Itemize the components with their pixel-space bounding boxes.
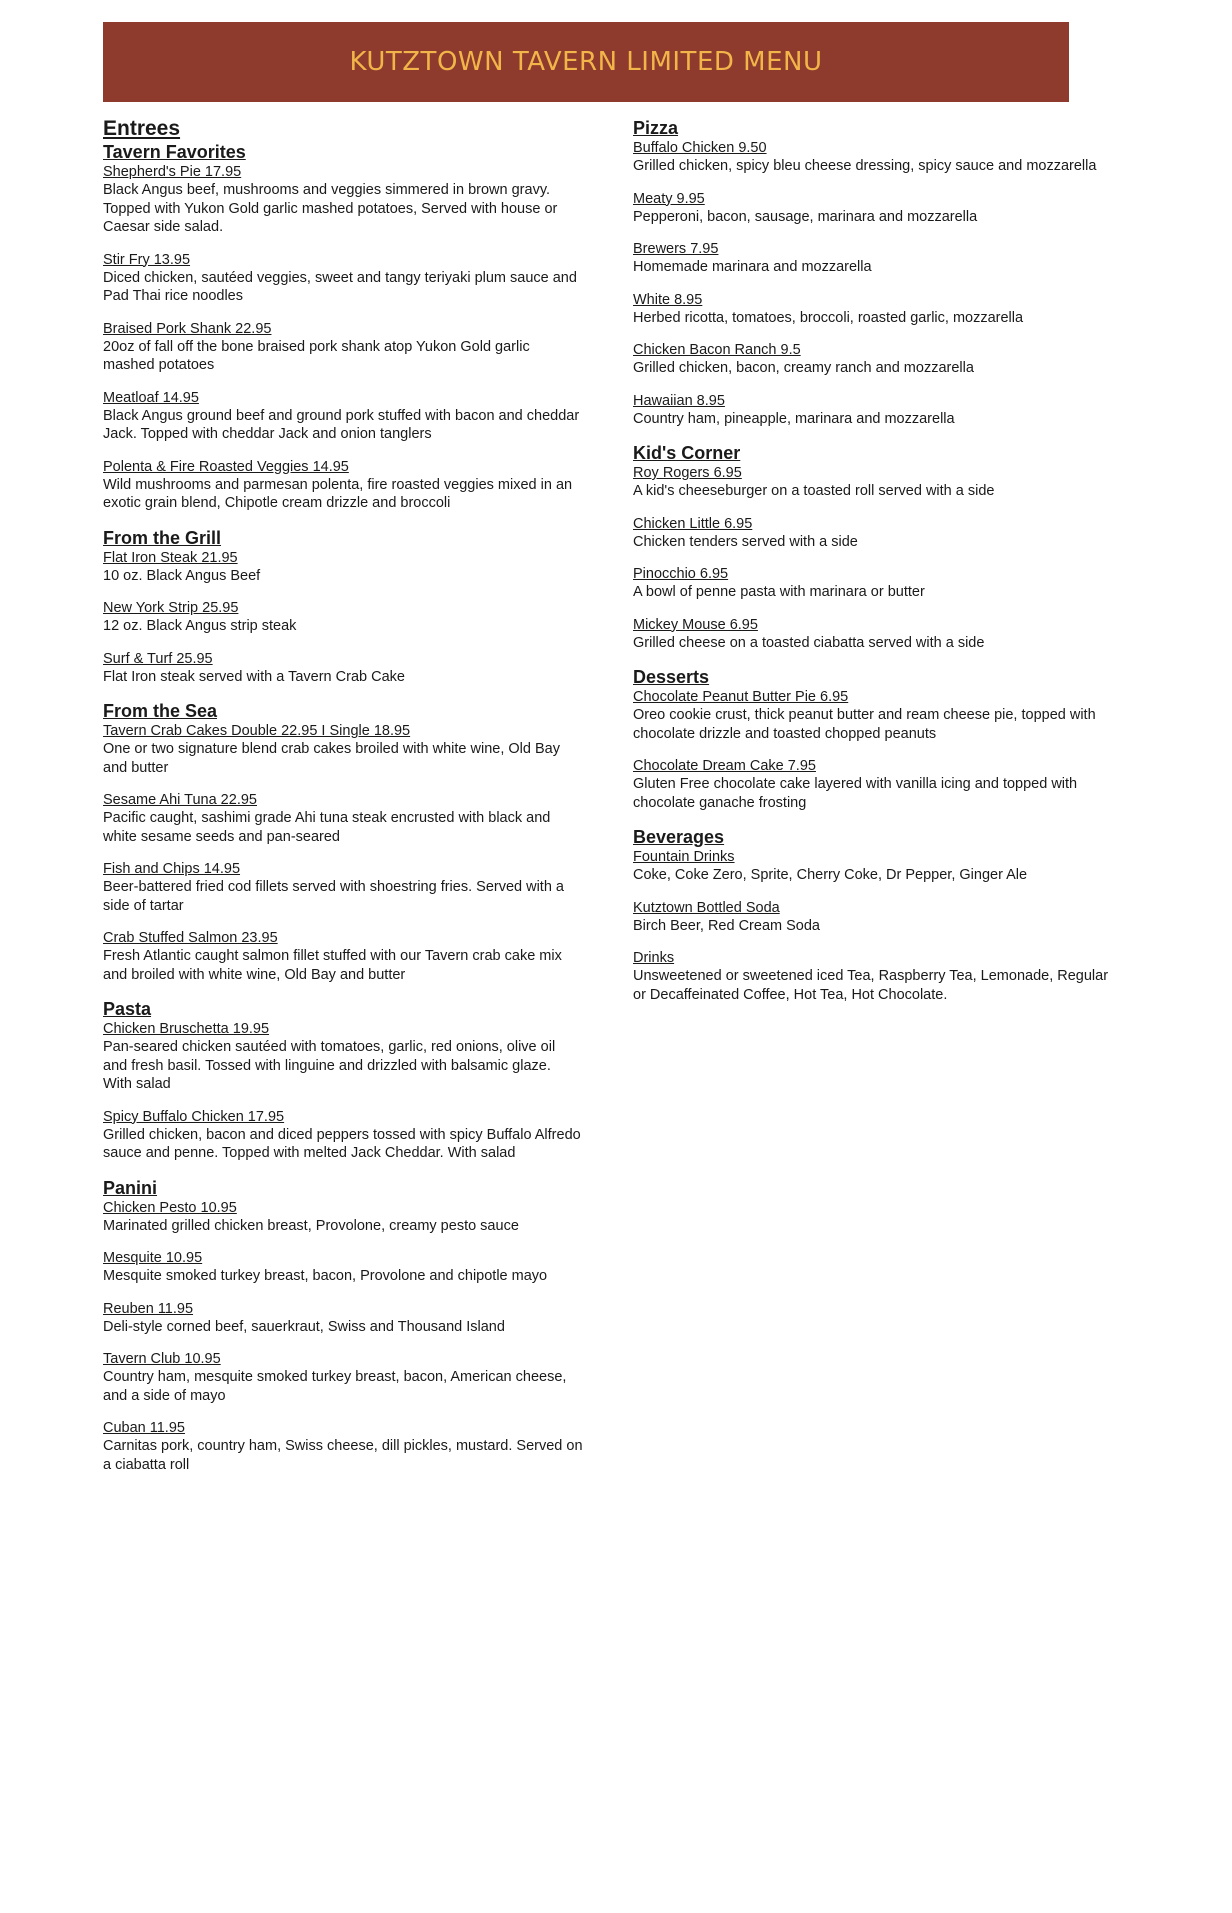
menu-item-description: Marinated grilled chicken breast, Provolone, creamy pesto sauce [103,1217,519,1234]
menu-title: KUTZTOWN TAVERN LIMITED MENU [349,47,823,77]
item-list [633,464,1113,652]
menu-item-name: Tavern Crab Cakes Double 22.95 I Single 18.95 [103,723,411,739]
menu-item-name: Chicken Bruschetta 19.95 [103,1021,270,1037]
menu-item-description: Diced chicken, sautéed veggies, sweet and tangy teriyaki plum sauce and Pad Thai rice noodles [103,269,577,304]
menu-item [633,565,1113,602]
menu-item-name: Sesame Ahi Tuna 22.95 [103,792,257,808]
menu-item-description: Carnitas pork, country ham, Swiss cheese, dill pickles, mustard. Served on a ciabatta roll [103,1438,583,1473]
entrees-heading: Entrees [103,117,181,140]
item-list [103,1199,583,1475]
menu-item-name: White 8.95 [633,291,703,308]
menu-item-name: Cuban 11.95 [103,1420,185,1436]
menu-item-description: A kid's cheeseburger on a toasted roll served with a side [633,483,995,499]
menu-item-name: Buffalo Chicken 9.50 [633,140,767,156]
menu-item [633,616,1113,653]
menu-item-name: Flat Iron Steak 21.95 [103,549,238,566]
menu-item-description: 12 oz. Black Angus strip steak [103,618,297,634]
menu-item [633,515,1113,552]
menu-item-name: Surf & Turf 25.95 [103,650,213,667]
menu-item-name: Brewers 7.95 [633,241,719,257]
menu-item-description: Gluten Free chocolate cake layered with vanilla icing and topped with chocolate ganache frosting [633,776,1078,811]
menu-item-description: Black Angus beef, mushrooms and veggies simmered in brown gravy. Topped with Yukon Gold garlic mashed potatoes, Served with house or Caesar side salad. [103,182,558,235]
menu-item [103,1350,583,1405]
menu-item-name: Chicken Bacon Ranch 9.5 [633,342,801,358]
item-list [633,848,1113,1004]
menu-item-name: Reuben 11.95 [103,1300,194,1317]
menu-item [103,860,583,915]
from-the-grill-section [103,527,583,687]
menu-item-description: Pepperoni, bacon, sausage, marinara and mozzarella [633,208,978,225]
menu-item-description: Oreo cookie crust, thick peanut butter and ream cheese pie, topped with chocolate drizzle and toasted chopped peanuts [633,707,1096,742]
menu-item-description: Beer-battered fried cod fillets served with shoestring fries. Served with a side of tartar [103,879,564,914]
menu-item-name: Meatloaf 14.95 [103,389,199,406]
menu-item [633,757,1113,812]
menu-item [633,392,1113,429]
menu-item-name: Crab Stuffed Salmon 23.95 [103,930,278,946]
menu-item [633,688,1113,743]
menu-item-name: Chocolate Dream Cake 7.95 [633,758,816,774]
menu-item-description: Black Angus ground beef and ground pork stuffed with bacon and cheddar Jack. Topped with cheddar Jack and onion tanglers [103,407,580,442]
menu-item [103,163,583,237]
menu-item-name: Meaty 9.95 [633,190,705,207]
menu-item-name: Kutztown Bottled Soda [633,899,780,916]
menu-item-name: Polenta & Fire Roasted Veggies 14.95 [103,458,349,475]
pasta-section [103,998,583,1163]
menu-item-name: Roy Rogers 6.95 [633,465,742,481]
menu-item [633,139,1113,176]
menu-item [633,190,1113,227]
menu-item-name: Tavern Club 10.95 [103,1351,221,1367]
menu-item-description: Wild mushrooms and parmesan polenta, fire roasted veggies mixed in an exotic grain blend, Chipotle cream drizzle and broccoli [103,476,573,511]
menu-item-description: 20oz of fall off the bone braised pork shank atop Yukon Gold garlic mashed potatoes [103,338,530,373]
menu-item-description: Unsweetened or sweetened iced Tea, Raspberry Tea, Lemonade, Regular or Decaffeinated Coffee, Hot Tea, Hot Chocolate. [633,968,1109,1003]
section-heading: Kid's Corner [633,443,741,463]
menu-item [633,291,1113,328]
tavern-favorites-section [103,141,583,513]
menu-item [103,722,583,777]
menu-item-name: New York Strip 25.95 [103,600,239,616]
section-heading: Pasta [103,999,152,1019]
menu-banner [103,22,1069,102]
menu-item [103,1199,583,1236]
menu-item [103,1108,583,1163]
item-list [103,1020,583,1163]
item-list [103,549,583,687]
menu-item [103,458,583,513]
kids-corner-section [633,442,1113,652]
section-heading: From the Sea [103,701,218,721]
menu-item-description: Mesquite smoked turkey breast, bacon, Provolone and chipotle mayo [103,1268,548,1284]
menu-item-description: Chicken tenders served with a side [633,533,858,550]
menu-item-name: Chicken Pesto 10.95 [103,1199,237,1216]
menu-item-name: Chocolate Peanut Butter Pie 6.95 [633,689,849,705]
item-list [633,688,1113,812]
menu-item-description: Coke, Coke Zero, Sprite, Cherry Coke, Dr Pepper, Ginger Ale [633,867,1028,883]
section-heading: Tavern Favorites [103,142,246,162]
desserts-section [633,666,1113,812]
menu-item-description: Grilled chicken, spicy bleu cheese dressing, spicy sauce and mozzarella [633,158,1097,174]
menu-item-description: Country ham, pineapple, marinara and mozzarella [633,410,955,427]
menu-item-name: Shepherd's Pie 17.95 [103,164,242,180]
section-heading: From the Grill [103,527,222,548]
menu-item [103,1300,583,1337]
menu-item-name: Mickey Mouse 6.95 [633,616,758,633]
item-list [103,722,583,984]
menu-item [103,1419,583,1474]
menu-item [633,949,1113,1004]
menu-item-description: Flat Iron steak served with a Tavern Crab Cake [103,668,405,685]
menu-item [103,549,583,586]
menu-item-description: Grilled chicken, bacon, creamy ranch and mozzarella [633,360,974,376]
menu-item-description: Birch Beer, Red Cream Soda [633,917,820,934]
menu-item-name: Mesquite 10.95 [103,1250,203,1266]
menu-item-name: Hawaiian 8.95 [633,392,725,409]
menu-item [103,650,583,687]
menu-item-name: Fish and Chips 14.95 [103,861,241,877]
menu-item-name: Drinks [633,950,675,966]
menu-item-description: Country ham, mesquite smoked turkey breast, bacon, American cheese, and a side of mayo [103,1369,567,1404]
menu-item [103,599,583,636]
menu-item-name: Spicy Buffalo Chicken 17.95 [103,1108,285,1125]
section-heading: Pizza [633,118,679,138]
menu-item [103,320,583,375]
menu-item-description: Pacific caught, sashimi grade Ahi tuna steak encrusted with black and white sesame seeds and pan-seared [103,810,551,845]
menu-item-description: Grilled chicken, bacon and diced peppers tossed with spicy Buffalo Alfredo sauce and penne. Topped with melted Jack Cheddar. With salad [103,1126,581,1161]
menu-item [103,929,583,984]
menu-item [103,389,583,444]
item-list [103,163,583,513]
pizza-section [633,117,1113,428]
menu-item-description: 10 oz. Black Angus Beef [103,567,261,584]
menu-item [633,848,1113,885]
panini-section [103,1177,583,1475]
left-column [103,117,583,1488]
menu-item-description: Homemade marinara and mozzarella [633,259,872,275]
menu-item-description: Fresh Atlantic caught salmon fillet stuffed with our Tavern crab cake mix and broiled with white wine, Old Bay and butter [103,948,562,983]
item-list [633,139,1113,428]
menu-item-name: Fountain Drinks [633,849,735,865]
menu-item-description: Pan-seared chicken sautéed with tomatoes, garlic, red onions, olive oil and fresh basil. Tossed with linguine and drizzled with balsamic glaze. With salad [103,1039,556,1092]
menu-item-name: Chicken Little 6.95 [633,515,753,532]
menu-item-description: Grilled cheese on a toasted ciabatta served with a side [633,634,985,651]
menu-item [103,791,583,846]
menu-item [633,464,1113,501]
menu-item-name: Stir Fry 13.95 [103,251,191,268]
menu-item [103,251,583,306]
beverages-section [633,826,1113,1004]
menu-item-description: One or two signature blend crab cakes broiled with white wine, Old Bay and butter [103,741,560,776]
menu-item-name: Braised Pork Shank 22.95 [103,320,272,337]
section-heading: Panini [103,1177,158,1198]
menu-item [103,1020,583,1094]
menu-item [633,240,1113,277]
menu-item-description: Herbed ricotta, tomatoes, broccoli, roasted garlic, mozzarella [633,309,1024,326]
right-column [633,117,1113,1018]
menu-item-description: Deli-style corned beef, sauerkraut, Swiss and Thousand Island [103,1318,505,1335]
from-the-sea-section [103,700,583,984]
menu-item [633,341,1113,378]
menu-item [633,899,1113,936]
section-heading: Beverages [633,827,725,847]
menu-item-description: A bowl of penne pasta with marinara or butter [633,584,925,600]
menu-item [103,1249,583,1286]
menu-item-name: Pinocchio 6.95 [633,566,729,582]
section-heading: Desserts [633,667,710,687]
